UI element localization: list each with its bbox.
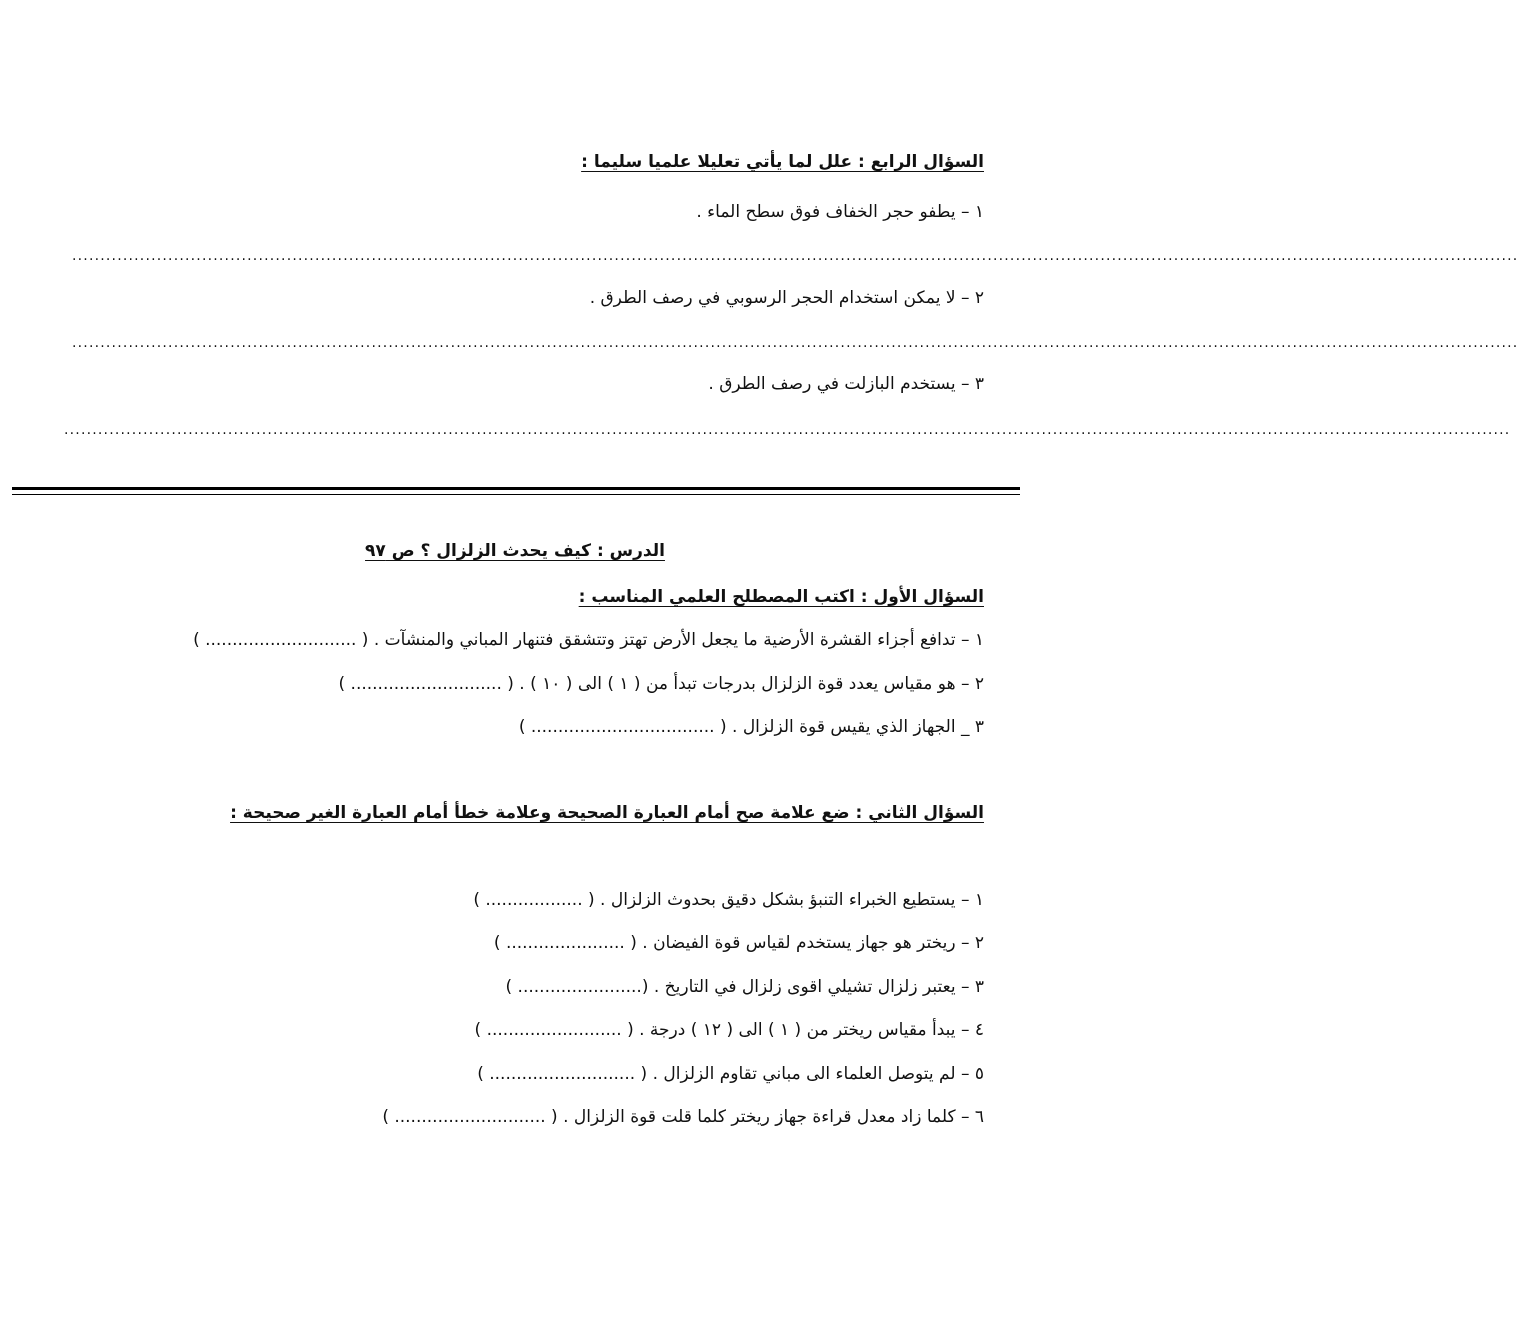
section4-title: السؤال الرابع : علل لما يأتي تعليلا علميا سليما :	[581, 152, 984, 172]
answer-line-1[interactable]: ................................................................................................................................................................................................................................................................	[72, 248, 1518, 264]
q2-item-5: ٥ – لم يتوصل العلماء الى مباني تقاوم الزلزال . ( ........................... )	[477, 1064, 984, 1084]
q2-item-1: ١ – يستطيع الخبراء التنبؤ بشكل دقيق بحدوث الزلزال . ( .................. )	[473, 890, 984, 910]
q1-item-2: ٢ – هو مقياس يعدد قوة الزلزال بدرجات تبدأ من ( ١ ) الى ( ١٠ ) . ( ............................ )	[338, 674, 984, 694]
section4-item-3: ٣ – يستخدم البازلت في رصف الطرق .	[708, 374, 984, 394]
section4-item-2: ٢ – لا يمكن استخدام الحجر الرسوبي في رصف الطرق .	[589, 288, 984, 308]
section-separator-thick	[12, 487, 1020, 490]
q2-item-6: ٦ – كلما زاد معدل قراءة جهاز ريختر كلما قلت قوة الزلزال . ( ............................ )	[382, 1107, 984, 1127]
lesson-title: الدرس : كيف يحدث الزلزال ؟ ص ٩٧	[365, 541, 665, 561]
section-separator-thin	[12, 494, 1020, 495]
q2-item-4: ٤ – يبدأ مقياس ريختر من ( ١ ) الى ( ١٢ ) درجة . ( ......................... )	[474, 1020, 984, 1040]
section4-item-1: ١ – يطفو حجر الخفاف فوق سطح الماء .	[696, 202, 984, 222]
q1-item-3: ٣ _ الجهاز الذي يقيس قوة الزلزال . ( .................................. )	[518, 717, 984, 737]
q1-title: السؤال الأول : اكتب المصطلح العلمي المناسب :	[578, 587, 984, 607]
q2-item-3: ٣ – يعتبر زلزال تشيلي اقوى زلزال في التاريخ . (....................... )	[505, 977, 984, 997]
q2-title: السؤال الثاني : ضع علامة صح أمام العبارة الصحيحة وعلامة خطأ أمام العبارة الغير صحيحة :	[230, 803, 984, 823]
q2-item-2: ٢ – ريختر هو جهاز يستخدم لقياس قوة الفيضان . ( ...................... )	[493, 933, 984, 953]
answer-line-3[interactable]: ................................................................................................................................................................................................................................................................	[64, 422, 1511, 438]
answer-line-2[interactable]: ................................................................................................................................................................................................................................................................	[72, 335, 1518, 351]
q1-item-1: ١ – تدافع أجزاء القشرة الأرضية ما يجعل الأرض تهتز وتتشقق فتنهار المباني والمنشآت . ( ............................ )	[193, 630, 984, 650]
